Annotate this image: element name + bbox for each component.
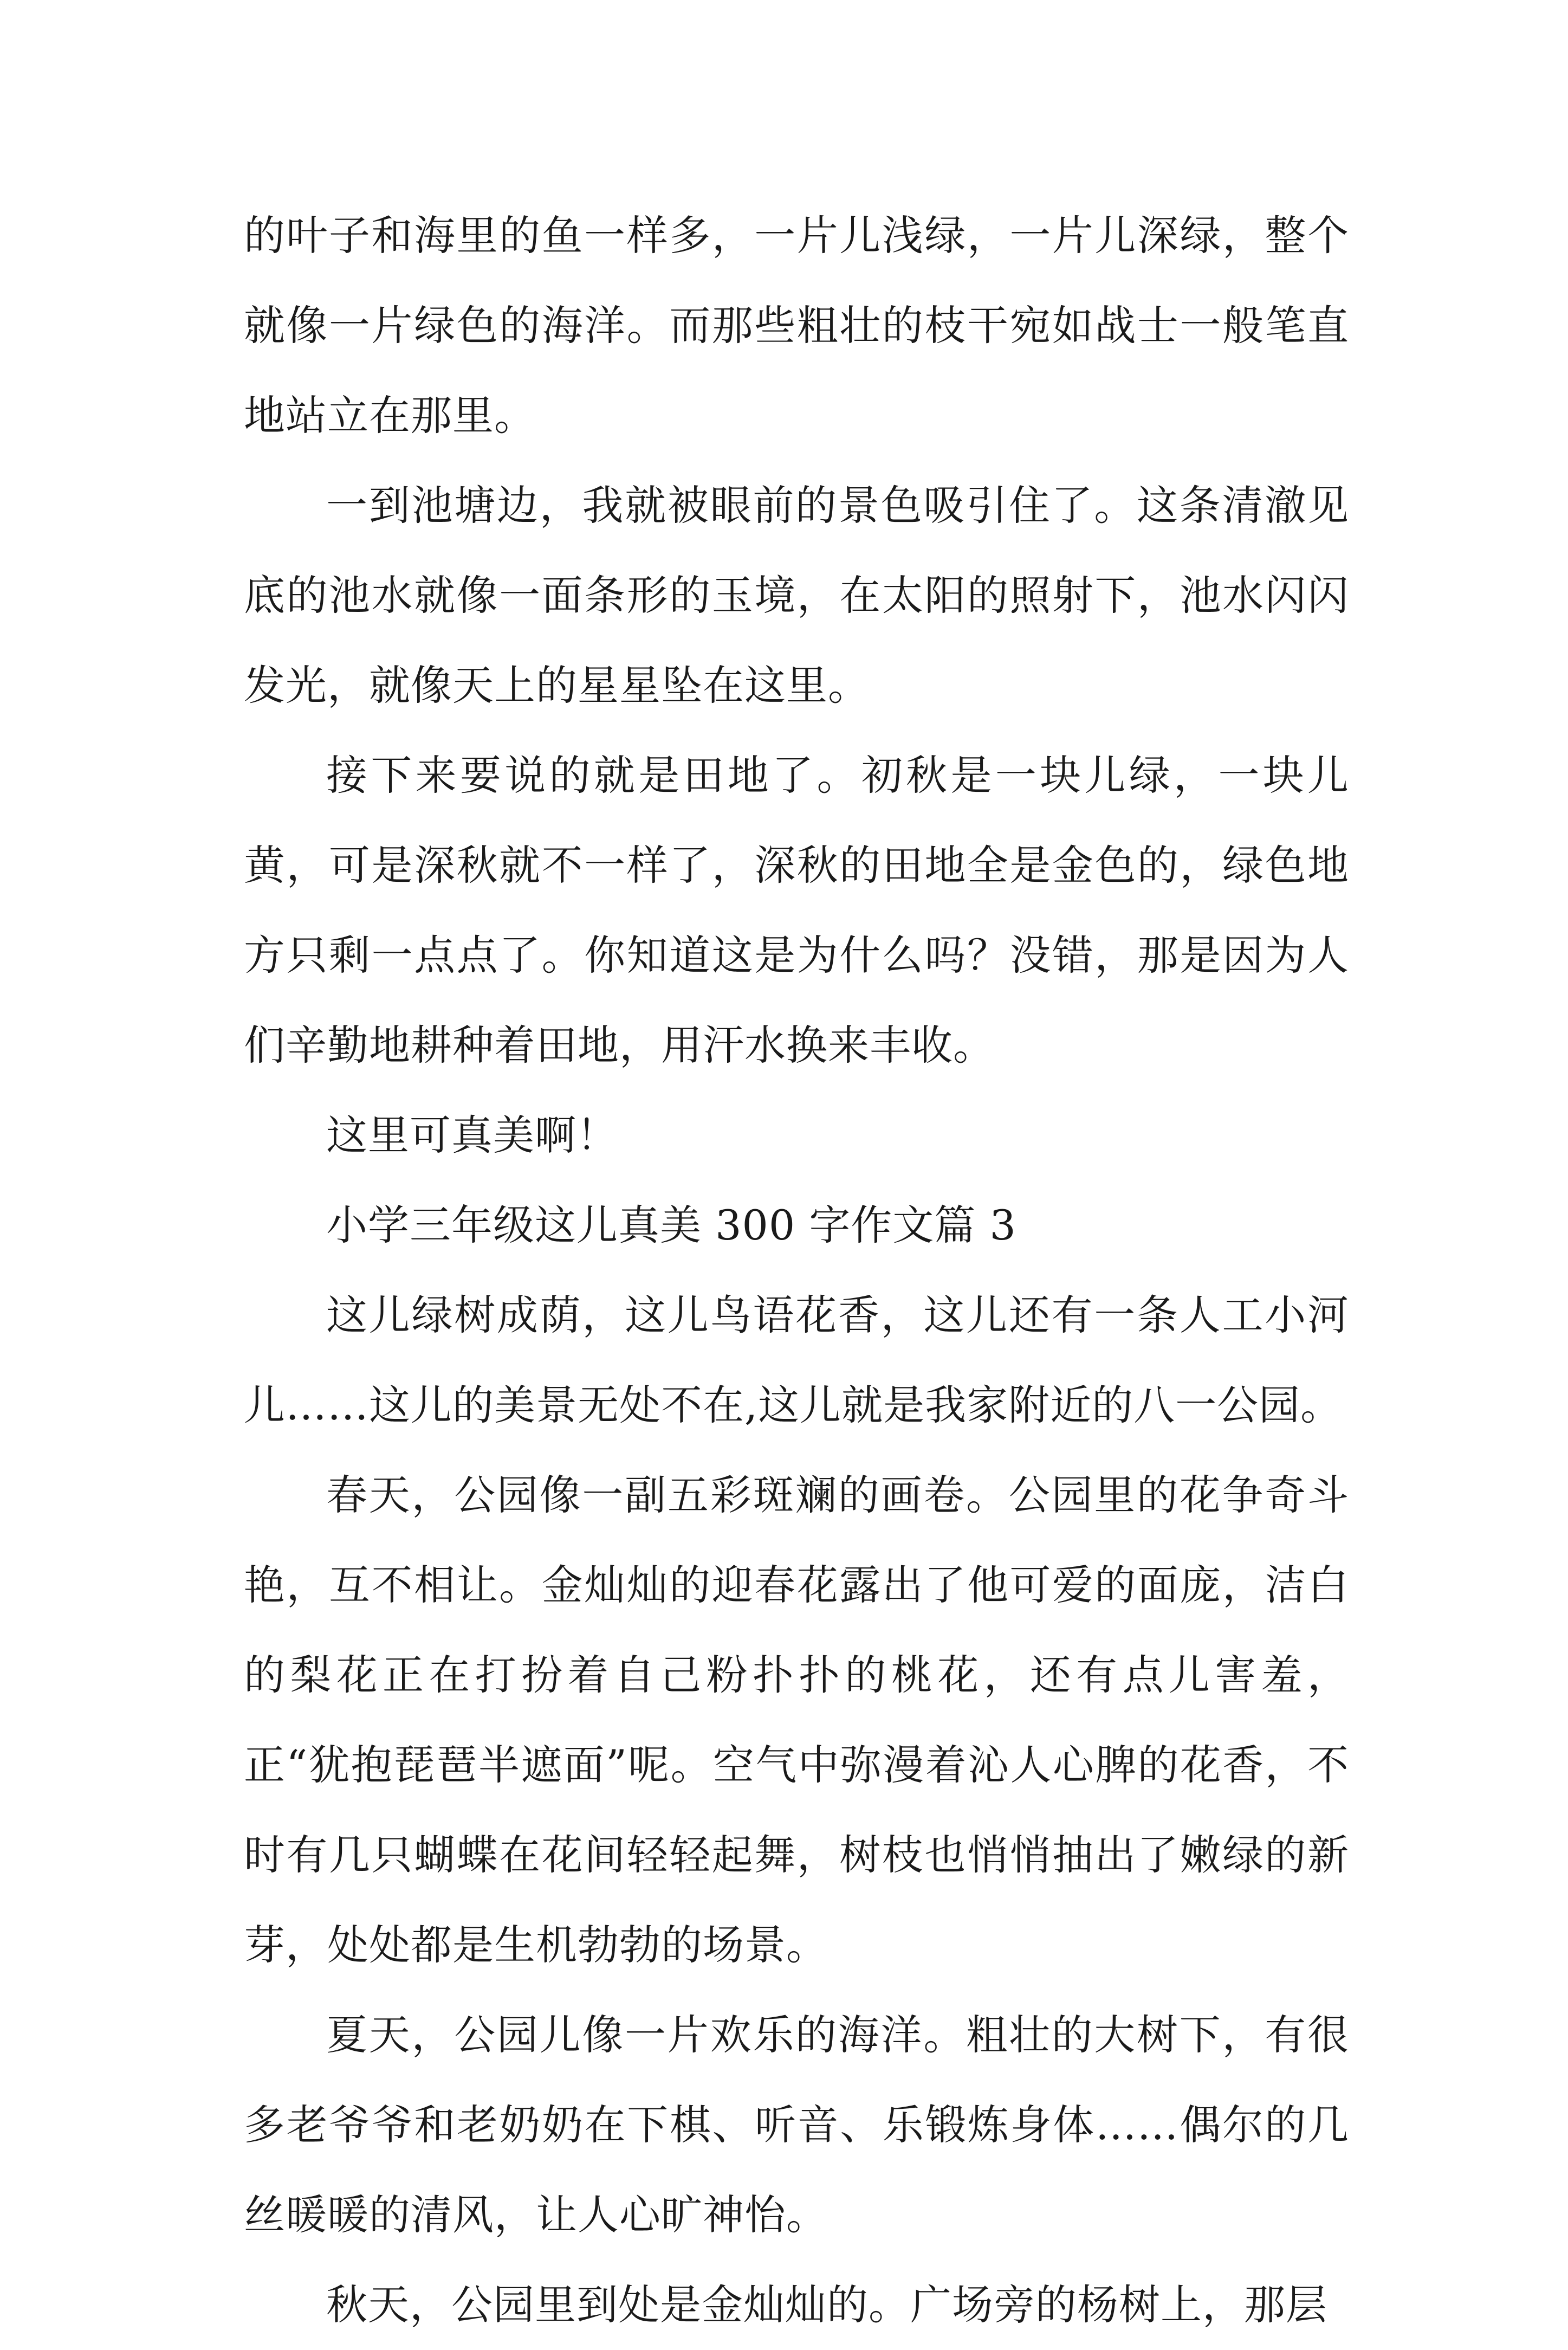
paragraph-3: 接下来要说的就是田地了。初秋是一块儿绿，一块儿黄，可是深秋就不一样了，深秋的田地全是金色的，绿色地方只剩一点点了。你知道这是为什么吗？没错，那是因为人们辛勤地耕种着田地，用汗水换来丰收。 — [244, 751, 1349, 1069]
paragraph-4: 这里可真美啊！ — [326, 1111, 618, 1159]
paragraph-2: 一到池塘边，我就被眼前的景色吸引住了。这条清澈见底的池水就像一面条形的玉境，在太阳的照射下，池水闪闪发光，就像天上的星星坠在这里。 — [244, 481, 1349, 709]
paragraph-5: 这儿绿树成荫，这儿鸟语花香，这儿还有一条人工小河儿……这儿的美景无处不在,这儿就是我家附近的八一公园。 — [244, 1291, 1349, 1429]
article-body — [244, 191, 1349, 2350]
paragraph-6: 春天，公园像一副五彩斑斓的画卷。公园里的花争奇斗艳，互不相让。金灿灿的迎春花露出了他可爱的面庞，洁白的梨花正在打扮着自己粉扑扑的桃花，还有点儿害羞，正“犹抱琵琶半遮面”呢。空气中弥漫着沁人心脾的花香，不时有几只蝴蝶在花间轻轻起舞，树枝也悄悄抽出了嫩绿的新芽，处处都是生机勃勃的场景。 — [244, 1471, 1349, 1969]
section-heading: 小学三年级这儿真美 300 字作文篇 3 — [326, 1201, 1016, 1249]
paragraph-1: 的叶子和海里的鱼一样多，一片儿浅绿，一片儿深绿，整个就像一片绿色的海洋。而那些粗壮的枝干宛如战士一般笔直地站立在那里。 — [244, 211, 1349, 440]
paragraph-7: 夏天，公园儿像一片欢乐的海洋。粗壮的大树下，有很多老爷爷和老奶奶在下棋、听音、乐锻炼身体……偶尔的几丝暖暖的清风，让人心旷神怡。 — [244, 2011, 1349, 2239]
paragraph-8: 秋天，公园里到处是金灿灿的。广场旁的杨树上，那层 — [326, 2281, 1327, 2329]
